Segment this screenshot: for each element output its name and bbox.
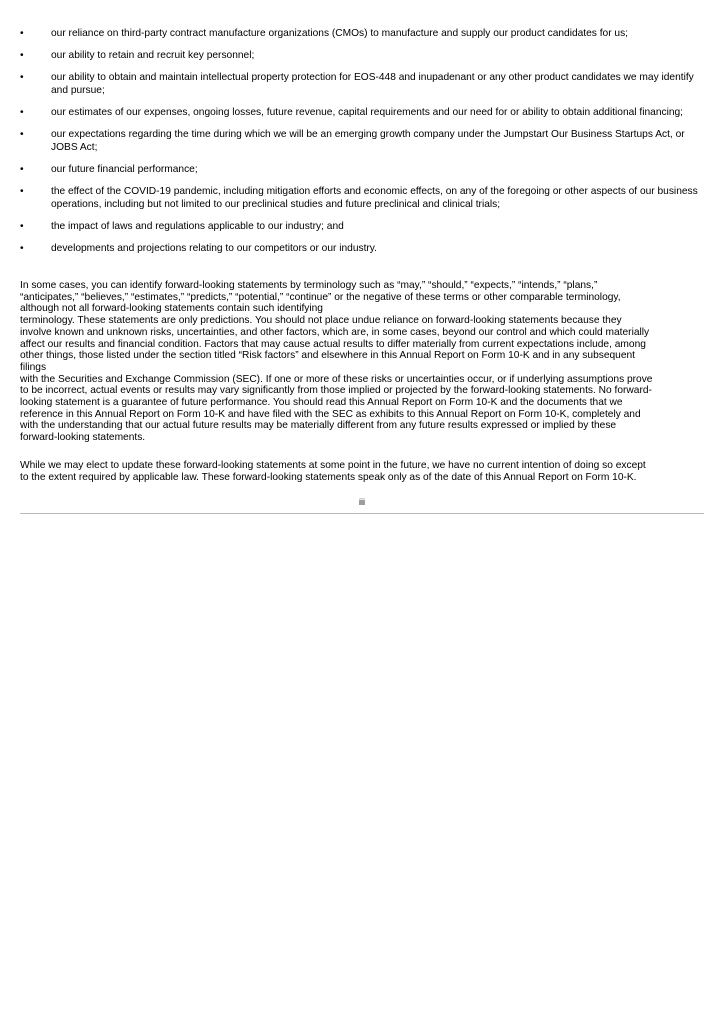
bullet-icon: •: [20, 164, 24, 175]
list-item: [20, 71, 705, 97]
bullet-text: our ability to obtain and maintain intellectual property protection for EOS-448 and inupadenant or any other product candidates we may identify and pursue;: [51, 72, 694, 96]
page-number: iii: [359, 497, 365, 507]
list-item: [20, 242, 705, 255]
update-statement-paragraph: [20, 460, 704, 483]
bullet-text: our future financial performance;: [51, 164, 198, 175]
list-item: [20, 220, 705, 233]
paragraph-line: other things, those listed under the section titled “Risk factors” and elsewhere in this Annual Report on Form 10-K and in any subsequent: [20, 350, 635, 362]
paragraph-line: reference in this Annual Report on Form 10-K and have filed with the SEC as exhibits to this Annual Report on Form 10-K, completely and: [20, 408, 641, 420]
paragraph-line: In some cases, you can identify forward-looking statements by terminology such as “may,” “should,” “expects,” “intends,” “plans,”: [20, 280, 598, 291]
bullet-text: the impact of laws and regulations applicable to our industry; and: [51, 221, 344, 232]
paragraph-line: “anticipates,” “believes,” “estimates,” “predicts,” “potential,” “continue” or the negative of these terms or other comparable terminology,: [20, 291, 621, 303]
bullet-text: our expectations regarding the time during which we will be an emerging growth company under the Jumpstart Our Business Startups Act, or JOBS Act;: [51, 129, 685, 153]
paragraph-line: affect our results and financial condition. Factors that may cause actual results to differ materially from current expectations include, among: [20, 338, 646, 350]
bullet-icon: •: [20, 129, 24, 140]
bullet-icon: •: [20, 107, 24, 118]
list-item: [20, 106, 705, 119]
bullet-icon: •: [20, 243, 24, 254]
list-item: [20, 185, 705, 211]
forward-looking-terminology-paragraph: [20, 280, 704, 444]
bullet-text: the effect of the COVID-19 pandemic, including mitigation efforts and economic effects, on any of the foregoing or other aspects of our business operations, including but not limited to our preclinical studies and future preclinical and clinical trials;: [51, 186, 698, 210]
paragraph-line: with the understanding that our actual future results may be materially different from any future results expressed or implied by these: [20, 420, 617, 432]
bullet-icon: •: [20, 72, 24, 83]
bullet-text: our estimates of our expenses, ongoing losses, future revenue, capital requirements and our need for or ability to obtain additional financing;: [51, 107, 684, 118]
bullet-icon: •: [20, 50, 24, 61]
paragraph-line: filings: [20, 361, 47, 373]
paragraph-line: although not all forward-looking statements contain such identifying: [20, 303, 323, 315]
forward-looking-bullet-list: [20, 27, 705, 264]
bullet-icon: •: [20, 28, 24, 39]
paragraph-line: terminology. These statements are only predictions. You should not place undue reliance on forward-looking statements because they: [20, 315, 622, 327]
paragraph-line: to the extent required by applicable law. These forward-looking statements speak only as of the date of this Annual Report on Form 10-K.: [20, 471, 637, 483]
list-item: [20, 128, 705, 154]
paragraph-line: to be incorrect, actual events or results may vary significantly from those implied or projected by the forward-looking statements. No forward-: [20, 385, 652, 397]
paragraph-line: with the Securities and Exchange Commission (SEC). If one or more of these risks or uncertainties occur, or if underlying assumptions prove: [20, 373, 653, 385]
paragraph-line: forward-looking statements.: [20, 432, 146, 444]
bullet-icon: •: [20, 186, 24, 197]
bullet-text: our ability to retain and recruit key personnel;: [51, 50, 255, 61]
paragraph-line: involve known and unknown risks, uncertainties, and other factors, which are, in some cases, beyond our control and which could materially: [20, 326, 650, 338]
bullet-icon: •: [20, 221, 24, 232]
bullet-text: developments and projections relating to our competitors or our industry.: [51, 243, 377, 254]
list-item: [20, 49, 705, 62]
paragraph-line: looking statement is a guarantee of future performance. You should read this Annual Report on Form 10-K and the documents that we: [20, 397, 623, 409]
paragraph-line: While we may elect to update these forward-looking statements at some point in the future, we have no current intention of doing so except: [20, 460, 646, 471]
list-item: [20, 163, 705, 176]
page-divider: [20, 513, 704, 514]
bullet-text: our reliance on third-party contract manufacture organizations (CMOs) to manufacture and supply our product candidates for us;: [51, 28, 629, 39]
list-item: [20, 27, 705, 40]
